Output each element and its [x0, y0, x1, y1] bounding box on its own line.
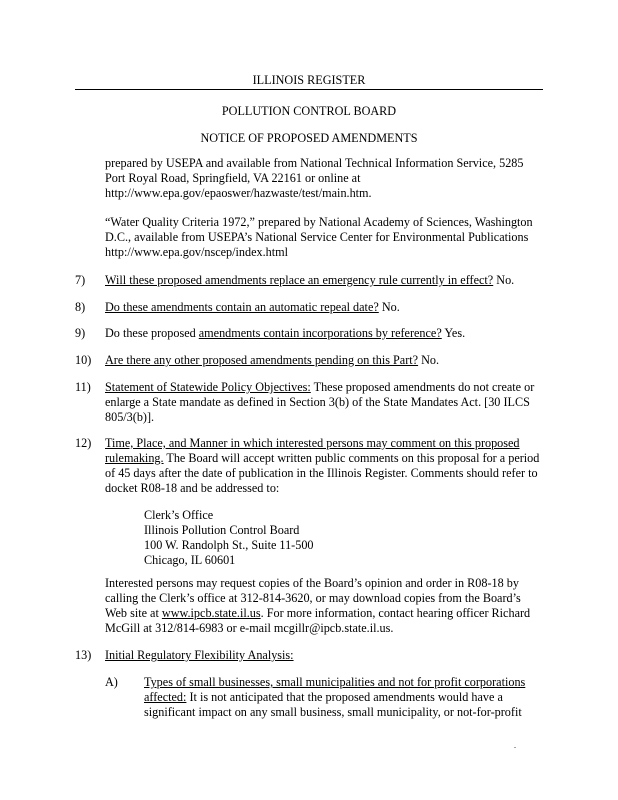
- item-8-question: Do these amendments contain an automatic repeal date?: [105, 300, 379, 314]
- item-12-contact: [105, 576, 530, 636]
- item-12-heading: Time, Place, and Manner in which interested persons may comment on this proposed: [105, 436, 520, 450]
- item-8: [105, 300, 400, 315]
- item-7-number: 7): [75, 273, 86, 287]
- text-line: These proposed amendments do not create or: [310, 380, 535, 394]
- text-line: The Board will accept written public comments on this proposal for a period: [163, 451, 540, 465]
- item-11-number: 11): [75, 380, 91, 394]
- item-13-a-heading: Types of small businesses, small municipalities and not for profit corporations: [144, 675, 526, 689]
- reference-water-quality: [105, 215, 533, 260]
- item-12-heading-cont: rulemaking.: [105, 451, 164, 465]
- address-line: Chicago, IL 60601: [144, 553, 236, 567]
- footer-mark: .: [514, 741, 516, 750]
- item-10-answer: No.: [418, 353, 440, 367]
- text-line: “Water Quality Criteria 1972,” prepared by National Academy of Sciences, Washington: [105, 215, 533, 229]
- item-13-heading: [105, 648, 294, 663]
- reference-continuation: [105, 156, 523, 201]
- text-line: McGill at 312/814-6983 or e-mail mcgillr@ipcb.state.il.us.: [105, 621, 394, 635]
- item-8-answer: No.: [378, 300, 400, 314]
- text-line: Interested persons may request copies of the Board’s opinion and order in R08-18 by: [105, 576, 519, 590]
- board-title: POLLUTION CONTROL BOARD: [221, 104, 397, 118]
- item-13-a-heading-cont: affected:: [144, 690, 187, 704]
- text-line: D.C., available from USEPA’s National Service Center for Environmental Publications: [105, 230, 529, 244]
- item-7-question: Will these proposed amendments replace an emergency rule currently in effect?: [105, 273, 494, 287]
- text-line: 805/3(b)].: [105, 410, 155, 424]
- item-13-a-label: A): [105, 675, 118, 689]
- item-9-answer: Yes.: [441, 326, 466, 340]
- item-13-number: 13): [75, 648, 92, 662]
- board-website-link[interactable]: www.ipcb.state.il.us: [161, 606, 261, 620]
- item-13-a: [144, 675, 525, 720]
- clerk-address: [144, 508, 314, 568]
- text-line: enlarge a State mandate as defined in Section 3(b) of the State Mandates Act. [30 ILCS: [105, 395, 530, 409]
- item-9-question: amendments contain incorporations by reference?: [198, 326, 442, 340]
- header-rule: [75, 89, 543, 90]
- text-line: It is not anticipated that the proposed amendments would have a: [186, 690, 503, 704]
- item-11-heading: Statement of Statewide Policy Objectives:: [105, 380, 311, 394]
- text-line: http://www.epa.gov/epaoswer/hazwaste/test/main.htm.: [105, 186, 372, 200]
- text-line: significant impact on any small business, small municipality, or not-for-profit: [144, 705, 522, 719]
- text-line: Web site at: [105, 606, 162, 620]
- text-line: . For more information, contact hearing officer Richard: [260, 606, 531, 620]
- item-11: [105, 380, 534, 425]
- item-10-number: 10): [75, 353, 92, 367]
- text-line: prepared by USEPA and available from National Technical Information Service, 5285: [105, 156, 524, 170]
- item-13-heading-text: Initial Regulatory Flexibility Analysis:: [105, 648, 294, 662]
- item-10-question: Are there any other proposed amendments pending on this Part?: [105, 353, 419, 367]
- item-10: [105, 353, 439, 368]
- text-line: of 45 days after the date of publication in the Illinois Register. Comments should refer to: [105, 466, 538, 480]
- item-7-answer: No.: [493, 273, 515, 287]
- item-12: [105, 436, 539, 496]
- item-9: [105, 326, 465, 341]
- item-8-number: 8): [75, 300, 86, 314]
- address-line: 100 W. Randolph St., Suite 11-500: [144, 538, 314, 552]
- text-line: http://www.epa.gov/nscep/index.html: [105, 245, 289, 259]
- register-title: ILLINOIS REGISTER: [252, 73, 366, 87]
- item-9-pre: Do these proposed: [105, 326, 199, 340]
- item-7: [105, 273, 514, 288]
- text-line: docket R08-18 and be addressed to:: [105, 481, 280, 495]
- address-line: Illinois Pollution Control Board: [144, 523, 300, 537]
- notice-title: NOTICE OF PROPOSED AMENDMENTS: [200, 131, 418, 145]
- item-12-number: 12): [75, 436, 92, 450]
- item-9-number: 9): [75, 326, 86, 340]
- address-line: Clerk’s Office: [144, 508, 214, 522]
- text-line: calling the Clerk’s office at 312-814-3620, or may download copies from the Board’s: [105, 591, 521, 605]
- text-line: Port Royal Road, Springfield, VA 22161 or online at: [105, 171, 361, 185]
